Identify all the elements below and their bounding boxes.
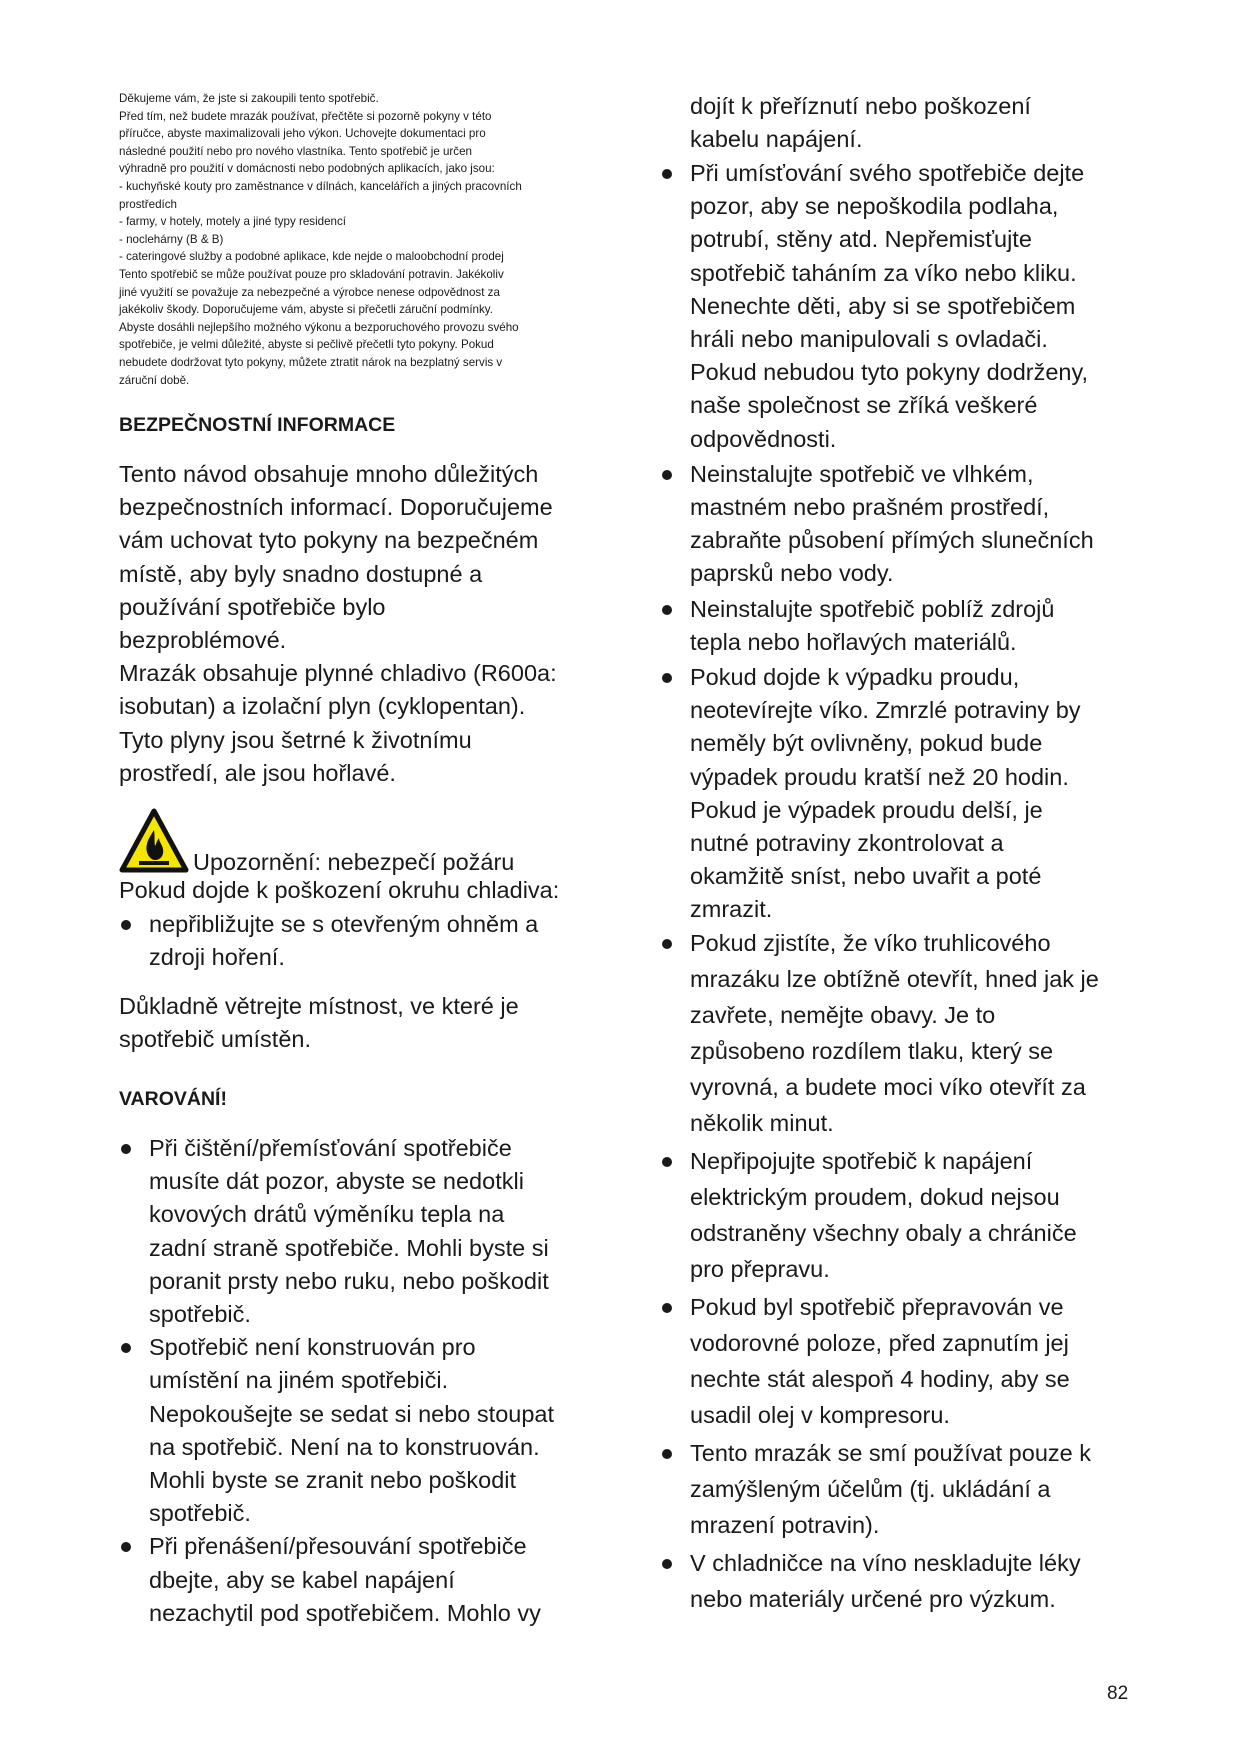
list-item (660, 458, 1130, 591)
circuit-damage-text: Pokud dojde k poškození okruhu chladiva: (119, 877, 560, 903)
list-item-line: paprsků nebo vody. (690, 560, 894, 587)
list-item-line: usadil olej v kompresoru. (690, 1402, 950, 1428)
bullet-icon (662, 673, 672, 683)
intro-line: Tento spotřebič se může používat pouze pro skladování potravin. Jakékoliv (119, 267, 504, 281)
list-item-line: hráli nebo manipulovali s ovladači. (690, 326, 1048, 353)
bullet-icon (121, 1343, 131, 1353)
list-item (119, 1132, 589, 1331)
list-item-line: nechte stát alespoň 4 hodiny, aby se (690, 1366, 1070, 1392)
safety-line: Mrazák obsahuje plynné chladivo (R600a: (119, 660, 557, 687)
list-item-line: potrubí, stěny atd. Nepřemisťujte (690, 226, 1032, 253)
list-item-line: odpovědnosti. (690, 425, 837, 452)
ventilate-line: Důkladně větrejte místnost, ve které je (119, 993, 519, 1019)
list-item-line: nebo materiály určené pro výzkum. (690, 1586, 1056, 1612)
list-item-line: Tento mrazák se smí používat pouze k (690, 1440, 1091, 1466)
ventilate-paragraph (119, 990, 589, 1056)
list-item-line: vodorovné poloze, před zapnutím jej (690, 1330, 1069, 1356)
list-item-line: nezachytil pod spotřebičem. Mohlo vy (149, 1599, 541, 1626)
list-item-line: elektrickým proudem, dokud nejsou (690, 1184, 1060, 1210)
intro-line: výhradně pro použití v domácnosti nebo podobných aplikacích, jako jsou: (119, 162, 495, 176)
warning-heading: VAROVÁNÍ! (119, 1088, 227, 1110)
list-item-line: Neinstalujte spotřebič poblíž zdrojů (690, 595, 1055, 622)
list-item (119, 1331, 589, 1530)
bullet-icon (662, 1559, 672, 1569)
fire-bullet-list (119, 908, 589, 974)
list-item-line: Při přenášení/přesouvání spotřebiče (149, 1533, 527, 1560)
list-item-line: pozor, aby se nepoškodila podlaha, (690, 193, 1059, 220)
intro-line: příručce, abyste maximalizovali jeho výkon. Uchovejte dokumentaci pro (119, 127, 486, 141)
list-item-line: naše společnost se zříká veškeré (690, 392, 1038, 419)
safety-line: místě, aby byly snadno dostupné a (119, 560, 483, 587)
list-item-line: mrazení potravin). (690, 1512, 880, 1538)
list-item-line: spotřebič. (149, 1500, 251, 1527)
safety-line: bezpečnostních informací. Doporučujeme (119, 494, 553, 521)
list-item (119, 1530, 589, 1630)
warning-bullet-list (119, 1132, 589, 1630)
list-item-line: spotřebič. (149, 1301, 251, 1328)
list-item-line: okamžitě sníst, nebo uvařit a poté (690, 863, 1042, 890)
intro-line: jakékoliv škody. Doporučujeme vám, abyste si přečetli záruční podmínky. (119, 303, 493, 317)
ventilate-line: spotřebič umístěn. (119, 1026, 312, 1053)
page-number: 82 (1107, 1683, 1129, 1704)
list-item-line: Pokud nebudou tyto pokyny dodrženy, (690, 359, 1089, 386)
list-item-line: pro přepravu. (690, 1256, 830, 1282)
right-bullet-list-b (660, 925, 1130, 1617)
intro-line: - farmy, v hotely, motely a jiné typy residencí (119, 215, 347, 229)
intro-line: následné použití nebo pro nového vlastníka. Tento spotřebič je určen (119, 144, 472, 158)
list-item-line: mastném nebo prašném prostředí, (690, 494, 1050, 521)
bullet-icon (662, 169, 672, 179)
list-item-line: způsobeno rozdílem tlaku, který se (690, 1038, 1054, 1064)
right-bullet-list-a (660, 157, 1130, 927)
bullet-icon (121, 920, 131, 930)
list-item-line: zdroji hoření. (149, 944, 285, 971)
safety-line: Tyto plyny jsou šetrné k životnímu (119, 726, 472, 753)
safety-heading: BEZPEČNOSTNÍ INFORMACE (119, 414, 396, 436)
list-item (660, 925, 1130, 1141)
list-item-line: neměly být ovlivněny, pokud bude (690, 730, 1043, 757)
intro-line: jiné využití se považuje za nebezpečné a výrobce nenese odpovědnost za (119, 285, 500, 299)
list-item-line: dbejte, aby se kabel napájení (149, 1566, 455, 1593)
list-item-line: musíte dát pozor, abyste se nedotkli (149, 1168, 524, 1195)
bullet-icon (121, 1144, 131, 1154)
list-item (660, 1545, 1130, 1617)
list-item-line: Při čištění/přemísťování spotřebiče (149, 1135, 512, 1161)
list-item-line: vyrovná, a budete moci víko otevřít za (690, 1074, 1086, 1100)
fire-warning-row (119, 808, 589, 875)
continuation-paragraph (690, 90, 1130, 156)
safety-line: prostředí, ale jsou hořlavé. (119, 759, 396, 786)
bullet-icon (662, 605, 672, 615)
list-item-line: zavřete, nemějte obavy. Je to (690, 1002, 996, 1028)
intro-line: - cateringové služby a podobné aplikace, kde nejde o maloobchodní prodej (119, 250, 504, 264)
intro-line: Před tím, než budete mrazák používat, přečtěte si pozorně pokyny v této (119, 109, 492, 123)
list-item-line: V chladničce na víno neskladujte léky (690, 1550, 1081, 1576)
list-item-line: Neinstalujte spotřebič ve vlhkém, (690, 460, 1034, 487)
list-item (660, 1435, 1130, 1543)
continuation-line: kabelu napájení. (690, 126, 863, 153)
list-item-line: Spotřebič není konstruován pro (149, 1334, 476, 1361)
safety-line: používání spotřebiče bylo (119, 593, 386, 620)
list-item-line: několik minut. (690, 1110, 834, 1136)
intro-line: Abyste dosáhli nejlepšího možného výkonu a bezporuchového provozu svého (119, 320, 519, 334)
bullet-icon (662, 939, 672, 949)
list-item-line: kovových drátů výměníku tepla na (149, 1201, 505, 1228)
intro-line: prostředích (119, 197, 177, 211)
safety-line: isobutan) a izolační plyn (cyklopentan). (119, 693, 526, 720)
safety-line: vám uchovat tyto pokyny na bezpečném (119, 527, 539, 554)
bullet-icon (662, 470, 672, 480)
list-item (660, 157, 1130, 456)
intro-line: - noclehárny (B & B) (119, 232, 224, 246)
list-item-line: zadní straně spotřebiče. Mohli byste si (149, 1234, 549, 1261)
list-item-line: Při umísťování svého spotřebiče dejte (690, 160, 1085, 186)
list-item-line: Mohli byste se zranit nebo poškodit (149, 1467, 517, 1494)
list-item-line: Pokud je výpadek proudu delší, je (690, 796, 1043, 823)
bullet-icon (662, 1449, 672, 1459)
bullet-icon (662, 1157, 672, 1167)
safety-paragraph (119, 458, 589, 790)
list-item-line: zamýšleným účelům (tj. ukládání a (690, 1476, 1051, 1502)
list-item-line: na spotřebič. Není na to konstruován. (149, 1433, 540, 1460)
list-item-line: Pokud byl spotřebič přepravován ve (690, 1294, 1064, 1320)
intro-line: - kuchyňské kouty pro zaměstnance v dílnách, kancelářích a jiných pracovních (119, 179, 522, 193)
list-item-line: Pokud zjistíte, že víko truhlicového (690, 930, 1051, 956)
bullet-icon (662, 1303, 672, 1313)
list-item-line: nepřibližujte se s otevřeným ohněm a (149, 911, 539, 937)
list-item (660, 1289, 1130, 1433)
intro-paragraph (119, 90, 589, 389)
list-item-line: Nenechte děti, aby si se spotřebičem (690, 292, 1076, 319)
list-item-line: odstraněny všechny obaly a chrániče (690, 1220, 1077, 1246)
list-item (660, 593, 1130, 659)
safety-line: Tento návod obsahuje mnoho důležitých (119, 461, 539, 487)
intro-line: záruční době. (119, 373, 190, 387)
list-item-line: Nepokoušejte se sedat si nebo stoupat (149, 1400, 554, 1427)
flammable-warning-icon (119, 808, 189, 874)
fire-warning-text: Upozornění: nebezpečí požáru (193, 849, 515, 875)
intro-line: Děkujeme vám, že jste si zakoupili tento spotřebič. (119, 92, 379, 105)
list-item (660, 1143, 1130, 1287)
list-item-line: poranit prsty nebo ruku, nebo poškodit (149, 1267, 549, 1294)
list-item-line: mrazáku lze obtížně otevřít, hned jak je (690, 966, 1099, 992)
list-item (119, 908, 589, 974)
list-item-line: Nepřipojujte spotřebič k napájení (690, 1148, 1033, 1174)
intro-line: spotřebiče, je velmi důležité, abyste si pečlivě přečetli tyto pokyny. Pokud (119, 338, 494, 352)
list-item-line: Pokud dojde k výpadku proudu, (690, 664, 1020, 691)
safety-line: bezproblémové. (119, 627, 287, 654)
list-item-line: výpadek proudu kratší než 20 hodin. (690, 763, 1069, 790)
list-item-line: spotřebič taháním za víko nebo kliku. (690, 259, 1077, 286)
list-item-line: neotevírejte víko. Zmrzlé potraviny by (690, 697, 1081, 724)
list-item (660, 661, 1130, 927)
list-item-line: zabraňte působení přímých slunečních (690, 527, 1094, 554)
continuation-line: dojít k přeříznutí nebo poškození (690, 93, 1031, 119)
intro-line: nebudete dodržovat tyto pokyny, můžete ztratit nárok na bezplatný servis v (119, 355, 503, 369)
bullet-icon (121, 1542, 131, 1552)
list-item-line: umístění na jiném spotřebiči. (149, 1367, 449, 1394)
list-item-line: zmrazit. (690, 896, 773, 923)
list-item-line: tepla nebo hořlavých materiálů. (690, 628, 1017, 655)
list-item-line: nutné potraviny zkontrolovat a (690, 830, 1004, 857)
